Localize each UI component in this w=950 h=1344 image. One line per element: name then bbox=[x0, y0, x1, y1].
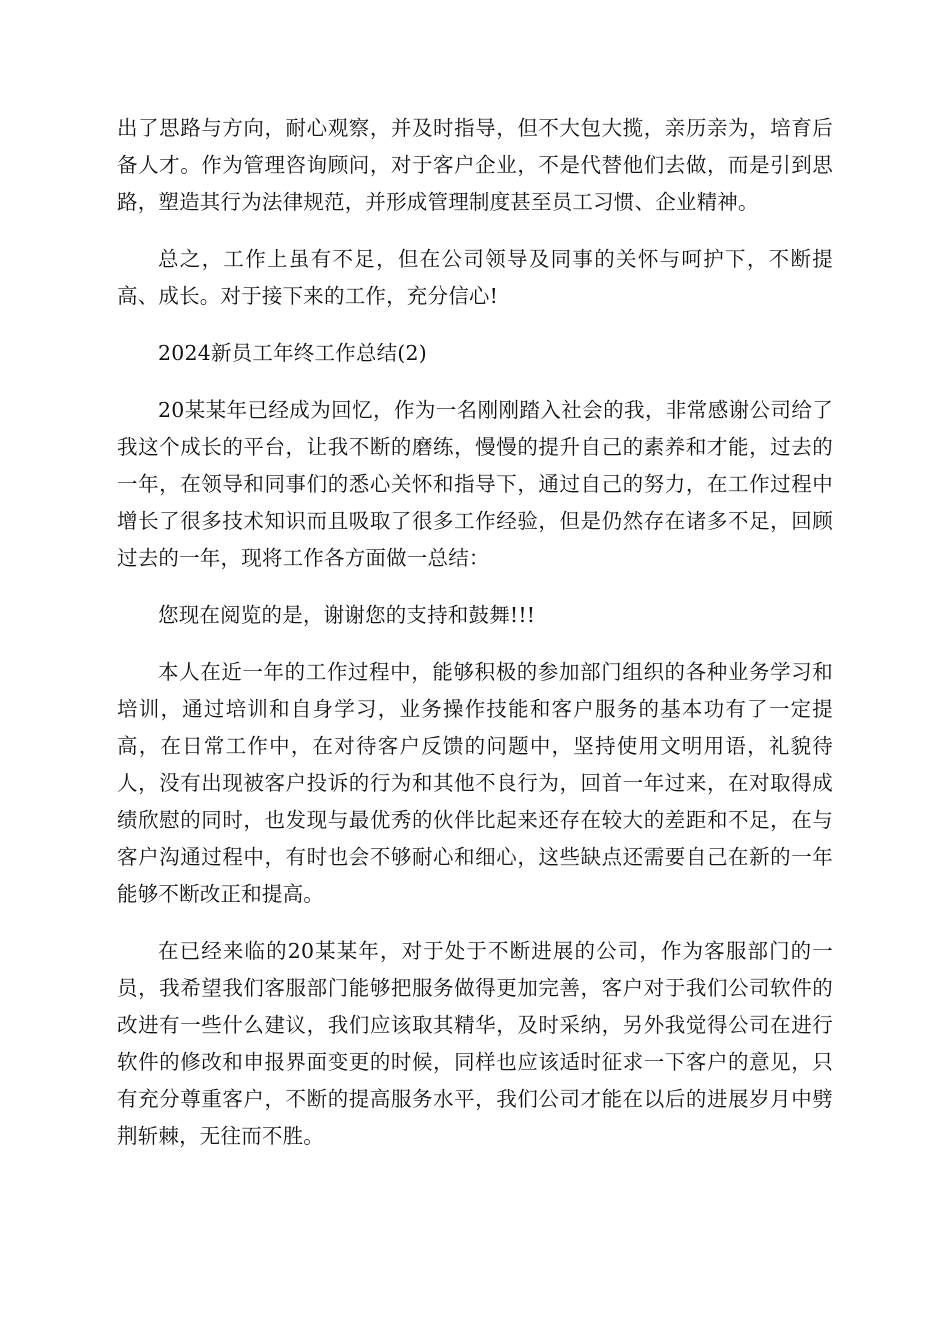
paragraph-outlook: 在已经来临的20某某年，对于处于不断进展的公司，作为客服部门的一员，我希望我们客服部门能够把服务做得更加完善，客户对于我们公司软件的改进有一些什么建议，我们应该取其精华，及时采纳，另外我觉得公司在进行软件的修改和申报界面变更的时候，同样也应该适时征求一下客户的意见，只有充分尊重客户，不断的提高服务水平，我们公司才能在以后的进展岁月中劈荆斩棘，无往而不胜。 bbox=[117, 939, 833, 1148]
paragraph-summary: 总之，工作上虽有不足，但在公司领导及同事的关怀与呵护下，不断提高、成长。对于接下来的工作，充分信心! bbox=[117, 247, 833, 308]
paragraph-self-review: 本人在近一年的工作过程中，能够积极的参加部门组织的各种业务学习和培训，通过培训和自身学习，业务操作技能和客户服务的基本功有了一定提高，在日常工作中，在对待客户反馈的问题中，坚持使用文明用语，礼貌待人，没有出现被客户投诉的行为和其他不良行为，回首一年过来，在对取得成绩欣慰的同时，也发现与最优秀的伙伴比起来还存在较大的差距和不足，在与客户沟通过程中，有时也会不够耐心和细心，这些缺点还需要自己在新的一年能够不断改正和提高。 bbox=[117, 660, 833, 906]
section-heading: 2024新员工年终工作总结(2) bbox=[158, 341, 427, 365]
paragraph-continuation: 出了思路与方向，耐心观察，并及时指导，但不大包大揽，亲历亲为，培育后备人才。作为管理咨询顾问，对于客户企业，不是代替他们去做，而是引到思路，塑造其行为法律规范，并形成管理制度甚至员工习惯、企业精神。 bbox=[117, 116, 833, 214]
paragraph-intro: 20某某年已经成为回忆，作为一名刚刚踏入社会的我，非常感谢公司给了我这个成长的平台，让我不断的磨练，慢慢的提升自己的素养和才能，过去的一年，在领导和同事们的悉心关怀和指导下，通过自己的努力，在工作过程中增长了很多技术知识而且吸取了很多工作经验，但是仍然存在诸多不足，回顾过去的一年，现将工作各方面做一总结： bbox=[117, 398, 833, 570]
paragraph-notice: 您现在阅览的是，谢谢您的支持和鼓舞!!! bbox=[158, 603, 536, 627]
document-body bbox=[117, 110, 833, 1175]
